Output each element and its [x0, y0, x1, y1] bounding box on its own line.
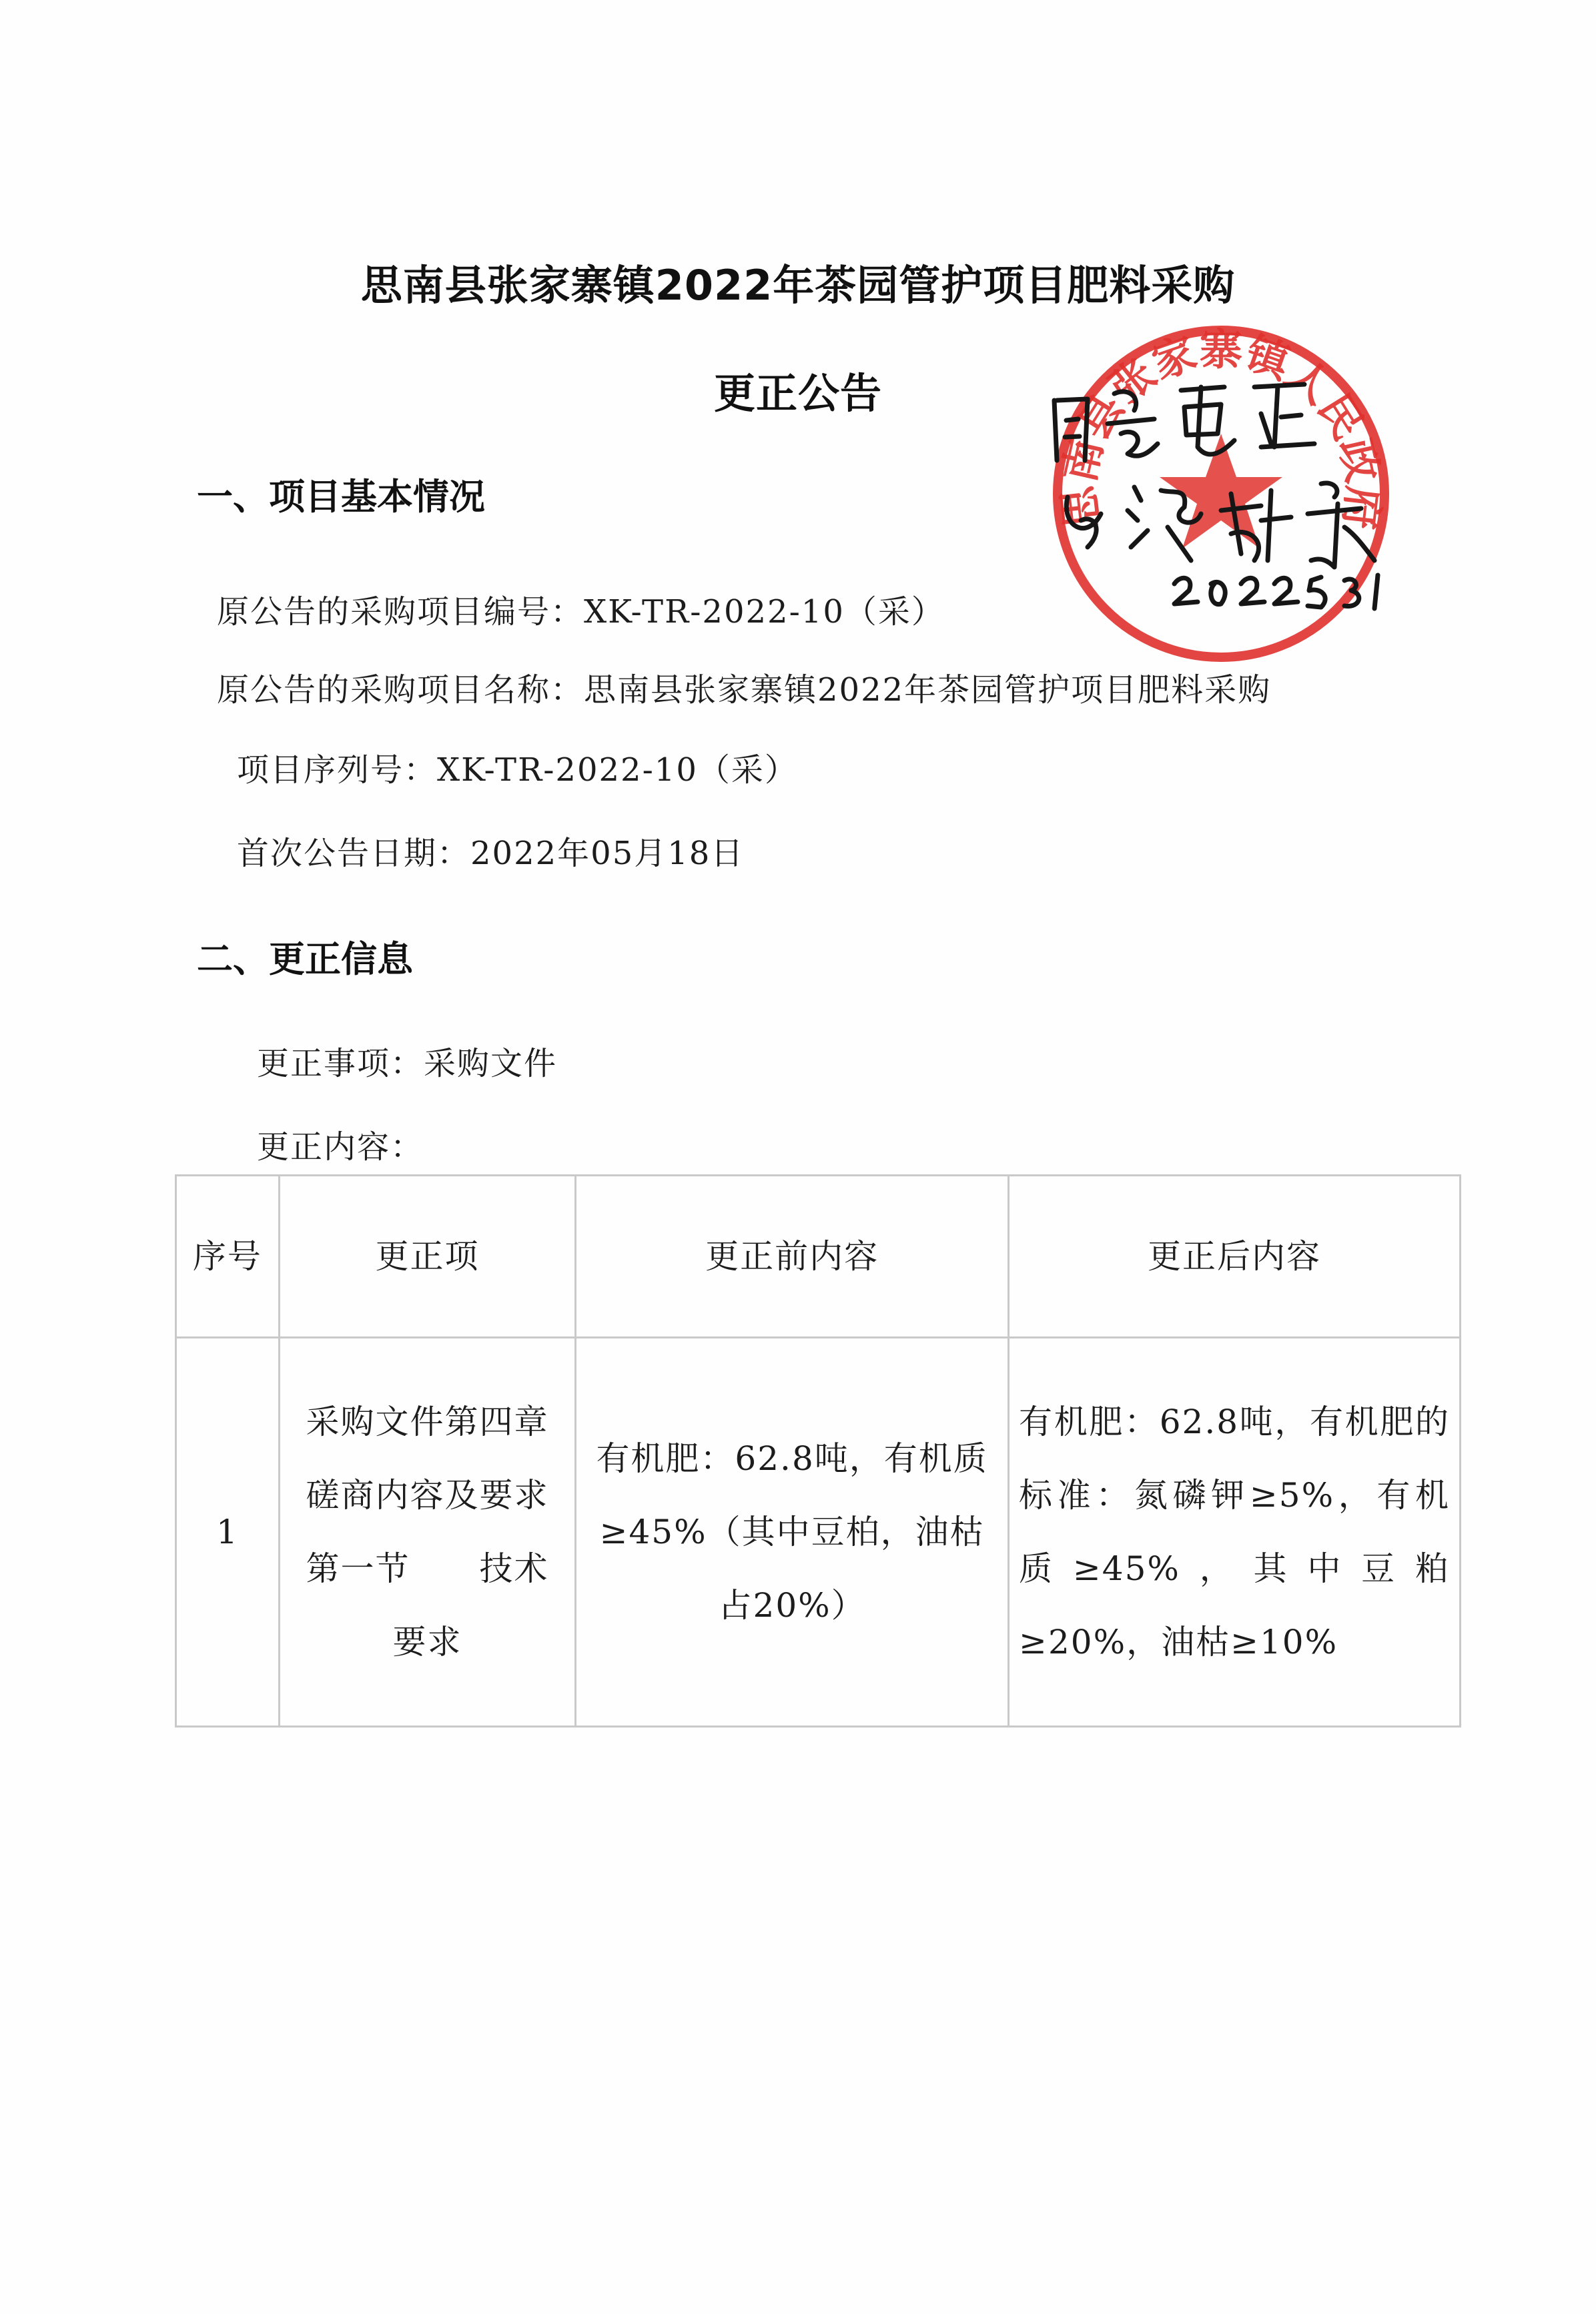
cell-before: 有机肥：62.8吨，有机质≥45%（其中豆柏，油枯占20%） — [576, 1338, 1009, 1727]
cell-seq: 1 — [176, 1338, 280, 1727]
cell-after: 有机肥：62.8吨，有机肥的标准：氮磷钾≥5%，有机质≥45%，其中豆粕≥20%，油枯≥10% — [1009, 1338, 1461, 1727]
document-subtitle: 更正公告 — [713, 369, 882, 418]
cell-item: 采购文件第四章磋商内容及要求第一节 技术要求 — [279, 1338, 575, 1727]
section-basic-info-heading: 一、项目基本情况 — [197, 476, 485, 518]
header-after: 更正后内容 — [1009, 1176, 1461, 1338]
correction-content-label: 更正内容： — [257, 1128, 424, 1166]
correction-item-line: 更正事项：采购文件 — [257, 1045, 558, 1082]
project-serial-line: 项目序列号：XK-TR-2022-10（采） — [237, 751, 798, 789]
header-item: 更正项 — [279, 1176, 575, 1338]
correction-table — [175, 1174, 1461, 1727]
table-row — [176, 1338, 1461, 1727]
table-header-row — [176, 1176, 1461, 1338]
section-correction-heading: 二、更正信息 — [197, 938, 413, 980]
document-title: 思南县张家寨镇2022年茶园管护项目肥料采购 — [360, 261, 1236, 310]
svg-text:思南县张家寨镇人民政府: 思南县张家寨镇人民政府 — [1054, 326, 1388, 532]
handwritten-signature — [1041, 360, 1415, 614]
project-name-line: 原公告的采购项目名称：思南县张家寨镇2022年茶园管护项目肥料采购 — [217, 671, 1272, 709]
first-notice-date-line: 首次公告日期：2022年05月18日 — [237, 835, 745, 872]
header-before: 更正前内容 — [576, 1176, 1009, 1338]
header-seq: 序号 — [176, 1176, 280, 1338]
project-number-line: 原公告的采购项目编号：XK-TR-2022-10（采） — [217, 593, 945, 631]
